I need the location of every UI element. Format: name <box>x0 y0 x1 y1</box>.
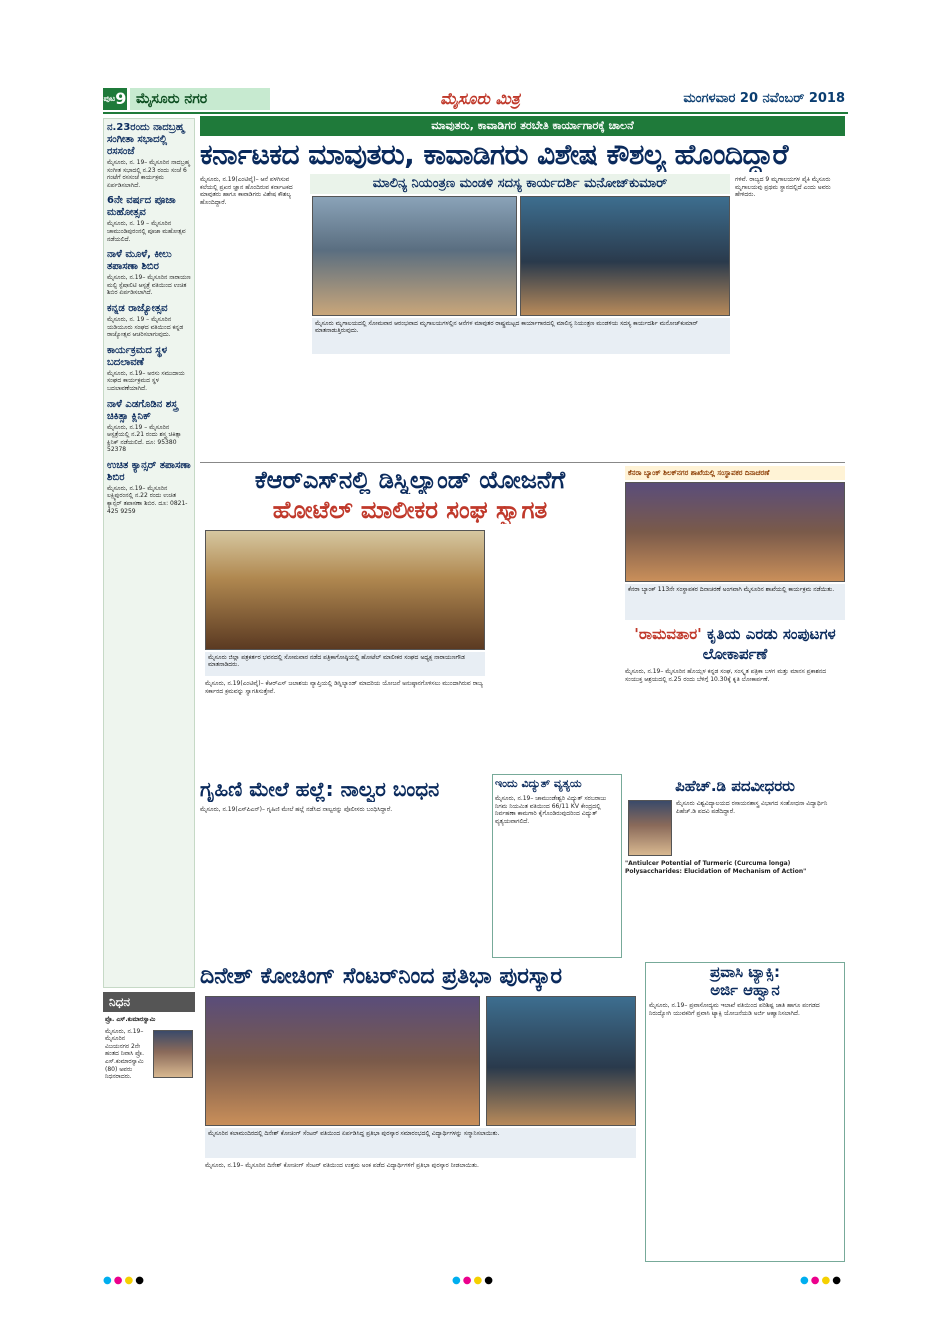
obituary-body: ಮೈಸೂರು, ನ.19– ಮೈಸೂರಿನ ವಿಜಯನಗರ 2ನೇ ಹಂತದ ನಿವಾಸಿ ಪ್ರೊ. ಎಸ್.ಕುಮಾರಸ್ವಾಮಿ (80) ಅವರು ನಿಧನರಾದರು. <box>105 1027 145 1081</box>
taxi-body: ಮೈಸೂರು, ನ.19– ಪ್ರವಾಸೋದ್ಯಮ ಇಲಾಖೆ ವತಿಯಿಂದ ಪರಿಶಿಷ್ಟ ಜಾತಿ ಹಾಗೂ ಪಂಗಡದ ನಿರುದ್ಯೋಗಿ ಯುವಕರಿಗೆ ಪ್ರವಾಸಿ ಟ್ಯಾಕ್ಸಿ ಯೋಜನೆಯಡಿ ಅರ್ಜಿ ಆಹ್ವಾನಿಸಲಾಗಿದೆ. <box>649 1002 820 1017</box>
issue-date: ಮಂಗಳವಾರ 20 ನವೆಂಬರ್ 2018 <box>683 91 845 106</box>
ramavatara-headline-rest: ಕೃತಿಯ ಎರಡು ಸಂಪುಟಗಳ ಲೋಕಾರ್ಪಣೆ <box>702 625 836 663</box>
power-body: ಮೈಸೂರು, ನ.19– ಚಾಮುಂಡೇಶ್ವರಿ ವಿದ್ಯುತ್ ಸರಬರಾಜು ನಿಗಮ ನಿಯಮಿತ ವತಿಯಿಂದ 66/11 KV ಕೇಂದ್ರದಲ್ಲಿ ನಿರ್ವಹಣಾ ಕಾಮಗಾರಿ ಕೈಗೊಂಡಿರುವುದರಿಂದ ವಿದ್ಯುತ್ ವ್ಯತ್ಯಯವಾಗಲಿದೆ. <box>495 795 607 825</box>
phd-thesis: "Antiulcer Potential of Turmeric (Curcuma longa) Polysaccharides: Elucidation of Mechanism of Action" <box>625 860 807 875</box>
coaching-headline: ದಿನೇಶ್ ಕೋಚಿಂಗ್ ಸೆಂಟರ್‌ನಿಂದ ಪ್ರತಿಭಾ ಪುರಸ್ಕಾರ <box>200 964 563 989</box>
obituary-name: ಪ್ರೊ. ಎಸ್.ಕುಮಾರಸ್ವಾಮಿ <box>105 1016 156 1023</box>
registration-marks-center: ●●●● <box>452 1275 495 1286</box>
section-name: ಮೈಸೂರು ನಗರ <box>130 88 270 110</box>
brief-text: ಮೈಸೂರು, ನ. 19 – ಮೈಸೂರಿನ ಚಾಮುಂಡಿಪುರಂನಲ್ಲಿ ಪೂಜಾ ಮಹೋತ್ಸವ ನಡೆಯಲಿದೆ. <box>107 220 186 243</box>
coaching-body: ಮೈಸೂರು, ನ.19– ಮೈಸೂರಿನ ದಿನೇಶ್ ಕೋಚಿಂಗ್ ಸೆಂಟರ್ ವತಿಯಿಂದ ಉತ್ತಮ ಅಂಕ ಪಡೆದ ವಿದ್ಯಾರ್ಥಿಗಳಿಗೆ ಪ್ರತಿಭಾ ಪುರಸ್ಕಾರ ನೀಡಲಾಯಿತು. <box>205 1162 479 1169</box>
krs-headline-1: ಕೆಆರ್‌ಎಸ್‌ನಲ್ಲಿ ಡಿಸ್ನಿಲ್ಯಾಂಡ್ ಯೋಜನೆಗೆ <box>254 466 566 494</box>
lead-subhead: ಮಾಲಿನ್ಯ ನಿಯಂತ್ರಣ ಮಂಡಳಿ ಸದಸ್ಯ ಕಾರ್ಯದರ್ಶಿ ಮನೋಜ್‌ಕುಮಾರ್ <box>310 174 730 194</box>
power-box <box>492 774 622 958</box>
krs-body: ಮೈಸೂರು, ನ.19(ಎಂಟಿವೈ)– ಕೆಆರ್‌ಎಸ್ ಜಲಾಶಯ ವ್ಯಾಪ್ತಿಯಲ್ಲಿ ಡಿಸ್ನಿಲ್ಯಾಂಡ್ ಮಾದರಿಯ ಯೋಜನೆ ಅನುಷ್ಠಾನಗೊಳಿಸಲು ಮುಂದಾಗಿರುವ ರಾಜ್ಯ ಸರ್ಕಾರದ ಕ್ರಮವನ್ನು ಸ್ವಾಗತಿಸುತ್ತೇವೆ. <box>205 680 483 695</box>
brief-title: ನಾಳೆ ಎಡಗೊಡಿನ ಶಸ್ತ್ರ ಚಿಕಿತ್ಸಾ ಕ್ಲಿನಿಕ್ <box>107 398 178 422</box>
brief-title: ನಾಳೆ ಮೂಳೆ, ಕೀಲು ತಪಾಸಣಾ ಶಿಬಿರ <box>107 249 172 273</box>
taxi-box <box>645 962 845 1262</box>
phd-photo <box>628 800 672 856</box>
news-briefs-sidebar <box>103 118 195 988</box>
page-label: ಪುಟ <box>103 94 116 103</box>
ramavatara-body: ಮೈಸೂರು, ನ.19– ಮೈಸೂರಿನ ಹೊಯ್ಸಳ ಕನ್ನಡ ಸಂಘ, ಸಂಸ್ಕೃತ ಪತ್ರಿಕಾ ಬಳಗ ಮತ್ತು ಮಾನಸ ಪ್ರಕಾಶನದ ಸಂಯುಕ್ತ ಆಶ್ರಯದಲ್ಲಿ ನ.25 ರಂದು ಬೆಳಿಗ್ಗೆ 10.30ಕ್ಕೆ ಕೃತಿ ಲೋಕಾರ್ಪಣೆ. <box>625 668 827 683</box>
taxi-headline-1: ಪ್ರವಾಸಿ ಟ್ಯಾಕ್ಸಿ: <box>709 963 781 981</box>
masthead: ಮೈಸೂರು ಮಿತ್ರ <box>440 89 520 108</box>
obituary-photo <box>153 1030 193 1078</box>
brief-text: ಮೈಸೂರು, ನ. 19 – ಮೈಸೂರಿನ ಯಡಿಯೂರು ಸಂಘದ ವತಿಯಿಂದ ಕನ್ನಡ ರಾಜ್ಯೋತ್ಸವ ಆಚರಿಸಲಾಗುವುದು. <box>107 315 184 339</box>
lead-headline: ಕರ್ನಾಟಕದ ಮಾವುತರು, ಕಾವಾಡಿಗರು ವಿಶೇಷ ಕೌಶಲ್ಯ ಹೊಂದಿದ್ದಾರೆ <box>200 138 788 171</box>
obituary <box>103 1014 195 1264</box>
brief-title: ಕನ್ನಡ ರಾಜ್ಯೋತ್ಸವ <box>107 302 168 314</box>
bank-kicker: ಕೆನರಾ ಬ್ಯಾಂಕ್ ಶಿಲಕ್‌ನಗರ ಶಾಖೆಯಲ್ಲಿ ಸಂಸ್ಥಾಪಕರ ದಿನಾಚರಣೆ <box>625 466 845 480</box>
brief-text: ಮೈಸೂರು, ನ.19– ಅರಸು ಸಮುದಾಯ ಸಂಘದ ಕಾರ್ಯಕ್ರಮದ ಸ್ಥಳ ಬದಲಾವಣೆಯಾಗಿದೆ. <box>107 369 185 392</box>
divider <box>200 462 845 463</box>
ramavatara-headline-red: 'ರಾಮವತಾರ' <box>634 625 702 643</box>
krs-photo <box>205 530 485 650</box>
krs-photo-caption: ಮೈಸೂರು ಜಿಲ್ಲಾ ಪತ್ರಕರ್ತರ ಭವನದಲ್ಲಿ ಸೋಮವಾರ ನಡೆದ ಪತ್ರಿಕಾಗೋಷ್ಠಿಯಲ್ಲಿ ಹೋಟೆಲ್ ಮಾಲೀಕರ ಸಂಘದ ಅಧ್ಯಕ್ಷ ನಾರಾಯಣಗೌಡ ಮಾತನಾಡಿದರು. <box>205 652 485 676</box>
brief-title: 6ನೇ ವರ್ಷದ ಪೂಜಾ ಮಹೋತ್ಸವ <box>107 195 176 219</box>
bank-photo <box>625 482 845 582</box>
ramavatara-headline <box>625 624 845 664</box>
lead-photo-audience <box>520 196 730 316</box>
bank-photo-caption: ಕೆನರಾ ಬ್ಯಾಂಕ್ 113ನೇ ಸಂಸ್ಥಾಪಕರ ದಿನಾಚರಣೆ ಅಂಗವಾಗಿ ಮೈಸೂರಿನ ಶಾಖೆಯಲ್ಲಿ ಕಾರ್ಯಕ್ರಮ ನಡೆಯಿತು. <box>625 584 845 620</box>
registration-marks-left: ●●●● <box>103 1275 146 1286</box>
krs-headline-2: ಹೋಟೆಲ್ ಮಾಲೀಕರ ಸಂಘ ಸ್ವಾಗತ <box>272 496 548 524</box>
coaching-photo-stage <box>205 996 480 1126</box>
wife-headline: ಗೃಹಿಣಿ ಮೇಲೆ ಹಲ್ಲೆ: ನಾಲ್ವರ ಬಂಧನ <box>200 777 440 801</box>
page-number-value: 9 <box>115 89 127 108</box>
brief-text: ಮೈಸೂರು, ನ. 19– ಮೈಸೂರಿನ ನಾದಬ್ರಹ್ಮ ಸಂಗೀತ ಸಭಾದಲ್ಲಿ ನ.23 ರಂದು ಸಂಜೆ 6 ಗಂಟೆಗೆ ರಸಸಂಜೆ ಕಾರ್ಯಕ್ರಮ ಏರ್ಪಡಿಸಲಾಗಿದೆ. <box>107 159 190 189</box>
power-headline: ಇಂದು ವಿದ್ಯುತ್ ವ್ಯತ್ಯಯ <box>495 777 582 790</box>
taxi-headline-2: ಅರ್ಜಿ ಆಹ್ವಾನ <box>710 981 780 999</box>
brief-title: ನ.23ರಂದು ನಾದಬ್ರಹ್ಮ ಸಂಗೀತಾ ಸಭಾದಲ್ಲಿ ರಸಸಂಜೆ <box>107 122 185 157</box>
registration-marks-right: ●●●● <box>800 1275 843 1286</box>
phd-body: ಮೈಸೂರು ವಿಶ್ವವಿದ್ಯಾಲಯದ ರಸಾಯನಶಾಸ್ತ್ರ ವಿಭಾಗದ ಸಂಶೋಧನಾ ವಿದ್ಯಾರ್ಥಿನಿ ಪಿಹೆಚ್.ಡಿ ಪದವಿ ಪಡೆದಿದ್ದಾರೆ. <box>676 800 828 815</box>
brief-text: ಮೈಸೂರು, ನ.19– ಮೈಸೂರಿನ ಲಕ್ಷ್ಮಿಪುರಂನಲ್ಲಿ ನ.22 ರಂದು ಉಚಿತ ಕ್ಯಾನ್ಸರ್ ತಪಾಸಣಾ ಶಿಬಿರ. ದೂ: 0821-425 9259 <box>107 484 188 515</box>
lead-body-col1: ಮೈಸೂರು, ನ.19(ಎಂಟಿವೈ)– ಆನೆ ಪಳಗಿಸುವ ಕಲೆಯಲ್ಲಿ ಪ್ರಖರ ಜ್ಞಾನ ಹೊಂದಿರುವ ಕರ್ನಾಟಕದ ಮಾವುತರು ಹಾಗೂ ಕಾವಾಡಿಗರು ವಿಶೇಷ ಕೌಶಲ್ಯ ಹೊಂದಿದ್ದಾರೆ. <box>200 176 293 206</box>
header-rule <box>103 112 848 114</box>
lead-kicker: ಮಾವುತರು, ಕಾವಾಡಿಗರ ತರಬೇತಿ ಕಾರ್ಯಾಗಾರಕ್ಕೆ ಚಾಲನೆ <box>200 116 845 136</box>
wife-body: ಮೈಸೂರು, ನ.19(ಎಸ್‌ಪಿಎನ್)– ಗೃಹಿಣಿ ಮೇಲೆ ಹಲ್ಲೆ ನಡೆಸಿದ ನಾಲ್ವರನ್ನು ಪೊಲೀಸರು ಬಂಧಿಸಿದ್ದಾರೆ. <box>200 806 393 813</box>
lead-photo-caption: ಮೈಸೂರು ಮೃಗಾಲಯದಲ್ಲಿ ಸೋಮವಾರ ಆರಂಭವಾದ ಮೃಗಾಲಯಗಳಲ್ಲಿನ ಆನೆಗಳ ಮಾವುತರ ರಾಷ್ಟ್ರಮಟ್ಟದ ಕಾರ್ಯಾಗಾರದಲ್ಲಿ ಮಾಲಿನ್ಯ ನಿಯಂತ್ರಣ ಮಂಡಳಿಯ ಸದಸ್ಯ ಕಾರ್ಯದರ್ಶಿ ಮನೋಜ್‌ಕುಮಾರ್ ಮಾತನಾಡುತ್ತಿರುವುದು. <box>312 318 730 354</box>
lead-body-col2: ಗಳಿವೆ. ರಾಜ್ಯದ 9 ಮೃಗಾಲಯಗಳ ಪೈಕಿ ಮೈಸೂರು ಮೃಗಾಲಯವು ಪ್ರಥಮ ಸ್ಥಾನದಲ್ಲಿದೆ ಎಂದು ಅವರು ಹೇಳಿದರು. <box>735 176 831 199</box>
phd-headline: ಪಿಹೆಚ್.ಡಿ ಪದವೀಧರರು <box>675 777 795 795</box>
obituary-title: ನಿಧನ <box>103 992 195 1012</box>
brief-title: ಉಚಿತ ಕ್ಯಾನ್ಸರ್ ತಪಾಸಣಾ ಶಿಬಿರ <box>107 459 191 483</box>
brief-text: ಮೈಸೂರು, ನ.19– ಮೈಸೂರಿನ ನಾರಾಯಣ ಮಲ್ಟಿ ಸ್ಪೆಷಾಲಿಟಿ ಆಸ್ಪತ್ರೆ ವತಿಯಿಂದ ಉಚಿತ ಶಿಬಿರ ಏರ್ಪಡಿಸಲಾಗಿದೆ. <box>107 274 191 297</box>
page-number <box>103 88 127 110</box>
coaching-photo-caption: ಮೈಸೂರಿನ ಕಲಾಮಂದಿರದಲ್ಲಿ ದಿನೇಶ್ ಕೋಚಿಂಗ್ ಸೆಂಟರ್ ವತಿಯಿಂದ ಏರ್ಪಡಿಸಿದ್ದ ಪ್ರತಿಭಾ ಪುರಸ್ಕಾರ ಸಮಾರಂಭದಲ್ಲಿ ವಿದ್ಯಾರ್ಥಿಗಳನ್ನು ಸನ್ಮಾನಿಸಲಾಯಿತು. <box>205 1128 636 1158</box>
brief-text: ಮೈಸೂರು, ನ.19 – ಮೈಸೂರಿನ ಆಸ್ಪತ್ರೆಯಲ್ಲಿ ನ.21 ರಂದು ಶಸ್ತ್ರ ಚಿಕಿತ್ಸಾ ಕ್ಲಿನಿಕ್ ನಡೆಯಲಿದೆ. ದೂ: 95380 52378 <box>107 423 182 454</box>
brief-title: ಕಾರ್ಯಕ್ರಮದ ಸ್ಥಳ ಬದಲಾವಣೆ <box>107 344 168 368</box>
lead-photo-speaker <box>312 196 517 316</box>
coaching-photo-audience <box>486 996 636 1126</box>
